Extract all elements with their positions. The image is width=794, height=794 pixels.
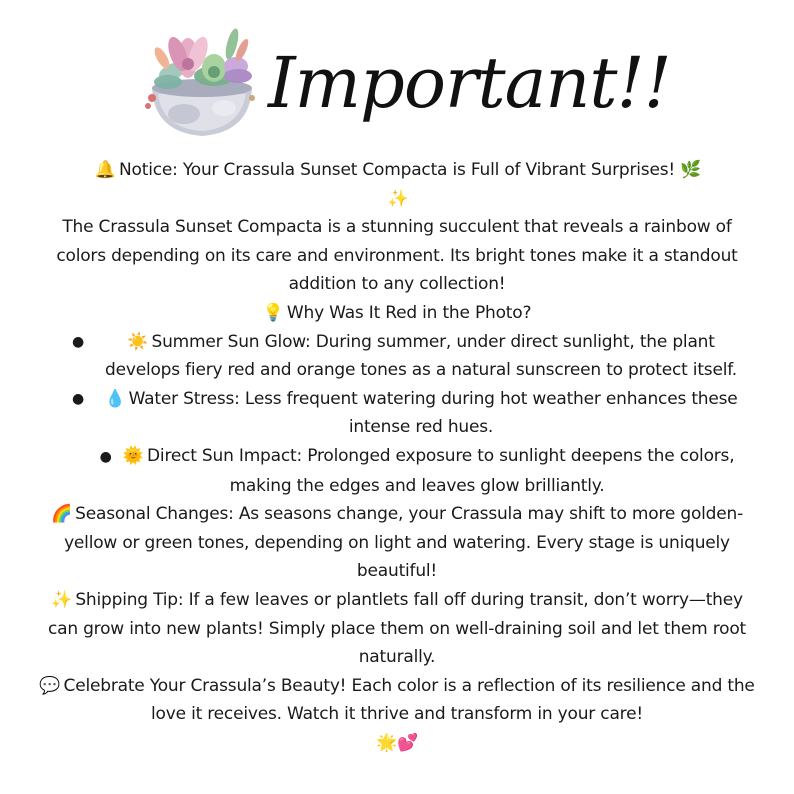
bullet-dot-icon: ● <box>72 390 85 407</box>
shipping-text: Shipping Tip: If a few leaves or plantlets fall off during transit, don’t worry—they can grow into new plants! Simply place them on well-draining soil and let them root naturally. <box>47 589 747 668</box>
sparkles-icon: ✨ <box>387 188 409 209</box>
list-item <box>36 385 758 442</box>
speech-bubble-icon: 💬 <box>39 675 61 696</box>
rainbow-icon: 🌈 <box>50 504 72 525</box>
why-heading <box>36 299 758 328</box>
seasonal-text: Seasonal Changes: As seasons change, your Crassula may shift to more golden-yellow or green tones, depending on light and watering. Every stage is uniquely beautiful! <box>64 504 744 582</box>
star-heart-icon: 🌟💕 <box>376 732 418 753</box>
water-drop-icon: 💧 <box>104 388 126 409</box>
list-item-text: Direct Sun Impact: Prolonged exposure to sunlight deepens the colors, making the edges and leaves glow brilliantly. <box>147 445 735 496</box>
list-item <box>36 328 758 385</box>
notice-text: Notice: Your Crassula Sunset Compacta is Full of Vibrant Surprises! <box>119 160 675 180</box>
sun-face-icon: 🌞 <box>122 445 144 466</box>
list-item-text: Water Stress: Less frequent watering during hot weather enhances these intense red hues. <box>128 388 738 438</box>
bullet-dot-icon: ● <box>99 448 112 465</box>
why-heading-text: Why Was It Red in the Photo? <box>286 302 532 323</box>
notice-line <box>36 156 758 213</box>
bell-icon: 🔔 <box>94 160 116 180</box>
celebrate-paragraph <box>36 672 758 758</box>
description-body <box>36 156 758 757</box>
seasonal-paragraph <box>36 500 758 586</box>
lightbulb-icon: 💡 <box>262 302 284 323</box>
reasons-list <box>36 328 758 501</box>
intro-paragraph: The Crassula Sunset Compacta is a stunning succulent that reveals a rainbow of colors depending on its care and environment. Its bright tones make it a standout addition to any collection! <box>56 217 738 295</box>
herb-icon: 🌿 <box>680 160 702 180</box>
sun-icon: ☀️ <box>127 331 149 352</box>
celebrate-text: Celebrate Your Crassula’s Beauty! Each color is a reflection of its resilience and the love it receives. Watch it thrive and transform in your care! <box>63 675 755 725</box>
shipping-paragraph <box>36 586 758 672</box>
sparkles-icon: ✨ <box>51 589 73 610</box>
bullet-dot-icon: ● <box>72 333 85 350</box>
list-item <box>36 442 758 500</box>
page-title: Important!! <box>268 42 671 124</box>
succulent-pot-illustration <box>132 10 272 140</box>
list-item-text: Summer Sun Glow: During summer, under direct sunlight, the plant develops fiery red and orange tones as a natural sunscreen to protect itself. <box>104 331 737 381</box>
